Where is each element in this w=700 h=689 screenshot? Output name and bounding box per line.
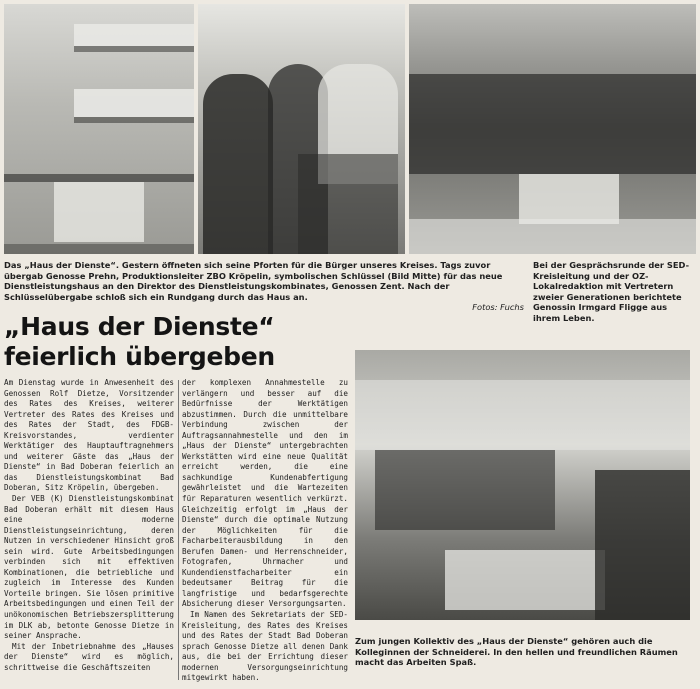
column-divider: [178, 380, 179, 680]
article-column-1: [4, 378, 174, 673]
main-caption-text: Das „Haus der Dienste“. Gestern öffneten sich seine Pforten für die Bürger unseres Kreises. Tags zuvor übergab Genosse Prehn, Produktionsleiter ZBO Kröpelin, symbolischen Schlüssel (Bild Mitte) für das neue Dienstleistungshaus an den Direktor des Dienstleistungskombinates, Genossen Zent. Nach der Schlüsselübergabe schloß sich ein Rundgang durch das Haus an.: [4, 260, 503, 302]
main-photo-caption: [4, 260, 524, 313]
article-column-2: [182, 378, 348, 684]
building-photo: [4, 4, 194, 254]
tailoring-workshop-photo: [355, 350, 690, 620]
headline-line-2: feierlich übergeben: [4, 342, 275, 371]
article-headline: [4, 312, 349, 372]
headline-line-1: „Haus der Dienste“: [4, 312, 275, 341]
right-caption-text: Bei der Gesprächsrunde der SED-Kreisleitung und der OZ-Lokalredaktion mit Vertretern zweier Generationen berichtete Genossin Irmgard Fligge aus ihrem Leben.: [533, 260, 690, 323]
article-paragraph: Mit der Inbetriebnahme des „Hauses der Dienste“ wird es möglich, schrittweise die Geschäftszeiten: [4, 641, 174, 672]
article-paragraph: Der VEB (K) Dienstleistungskombinat Bad Doberan erhält mit diesem Haus eine moderne Dienstleistungseinrichtung, deren Nutzen in verschiedener Hinsicht groß sein wird. Gute Arbeitsbedingungen verbinden sich mit effektiven Kombinationen, die betriebliche und zugleich im Interesse des Kunden Vorteile bringen. Sie lösen primitive Arbeitsbedingungen und einen Teil der unökonomischen Betriebszersplitterung im DLK ab, betonte Genosse Dietze in seiner Ansprache.: [4, 494, 174, 641]
key-handover-photo: [198, 4, 405, 254]
right-photo-caption: [533, 260, 695, 324]
article-paragraph: Im Namen des Sekretariats der SED-Kreisleitung, des Rates des Kreises und des Rates der Stadt Bad Doberan sprach Genosse Dietze all denen Dank aus, die bei der Errichtung dieser modernen Versorgungseinrichtung mitgewirkt haben.: [182, 610, 348, 683]
photo-credit: Fotos: Fuchs: [472, 302, 524, 313]
discussion-round-photo: [409, 4, 696, 254]
article-paragraph: der komplexen Annahmestelle zu verlängern und besser auf die Bedürfnisse der Werktätigen abzustimmen. Durch die unmittelbare Verbindung zwischen der Auftragsannahmestelle und den im „Haus der Dienste“ untergebrachten Werkstätten wird eine neue Qualität erreicht werden, die eine sachkundige Kundenabfertigung gewährleistet und die Wartezeiten für Reparaturen wesentlich verkürzt. Gleichzeitig erfolgt im „Haus der Dienste“ durch die optimale Nutzung der Möglichkeiten für die Facharbeiterausbildung in den Berufen Damen- und Herrenschneider, Fotografen, Uhrmacher und Kundendienstfacharbeiter ein bedeutsamer Beitrag für die langfristige und bedarfsgerechte Absicherung dieser Versorgungsarten.: [182, 378, 348, 609]
bottom-photo-caption: [355, 636, 690, 668]
bottom-caption-text: Zum jungen Kollektiv des „Haus der Dienste“ gehören auch die Kolleginnen der Schneiderei. In den hellen und freundlichen Räumen macht das Arbeiten Spaß.: [355, 636, 678, 668]
article-paragraph: Am Dienstag wurde in Anwesenheit des Genossen Rolf Dietze, Vorsitzender des Rates des Kreises, weiterer Vertreter des Rates des Kreises und des Rates der Stadt, des FDGB-Kreisvorstandes, verdienter Werktätiger des Hauptauftragnehmers und weiterer Gäste das „Haus der Dienste“ in Bad Doberan feierlich an das Dienstleistungskombinat Bad Doberan, Sitz Kröpelin, übergeben.: [4, 378, 174, 493]
